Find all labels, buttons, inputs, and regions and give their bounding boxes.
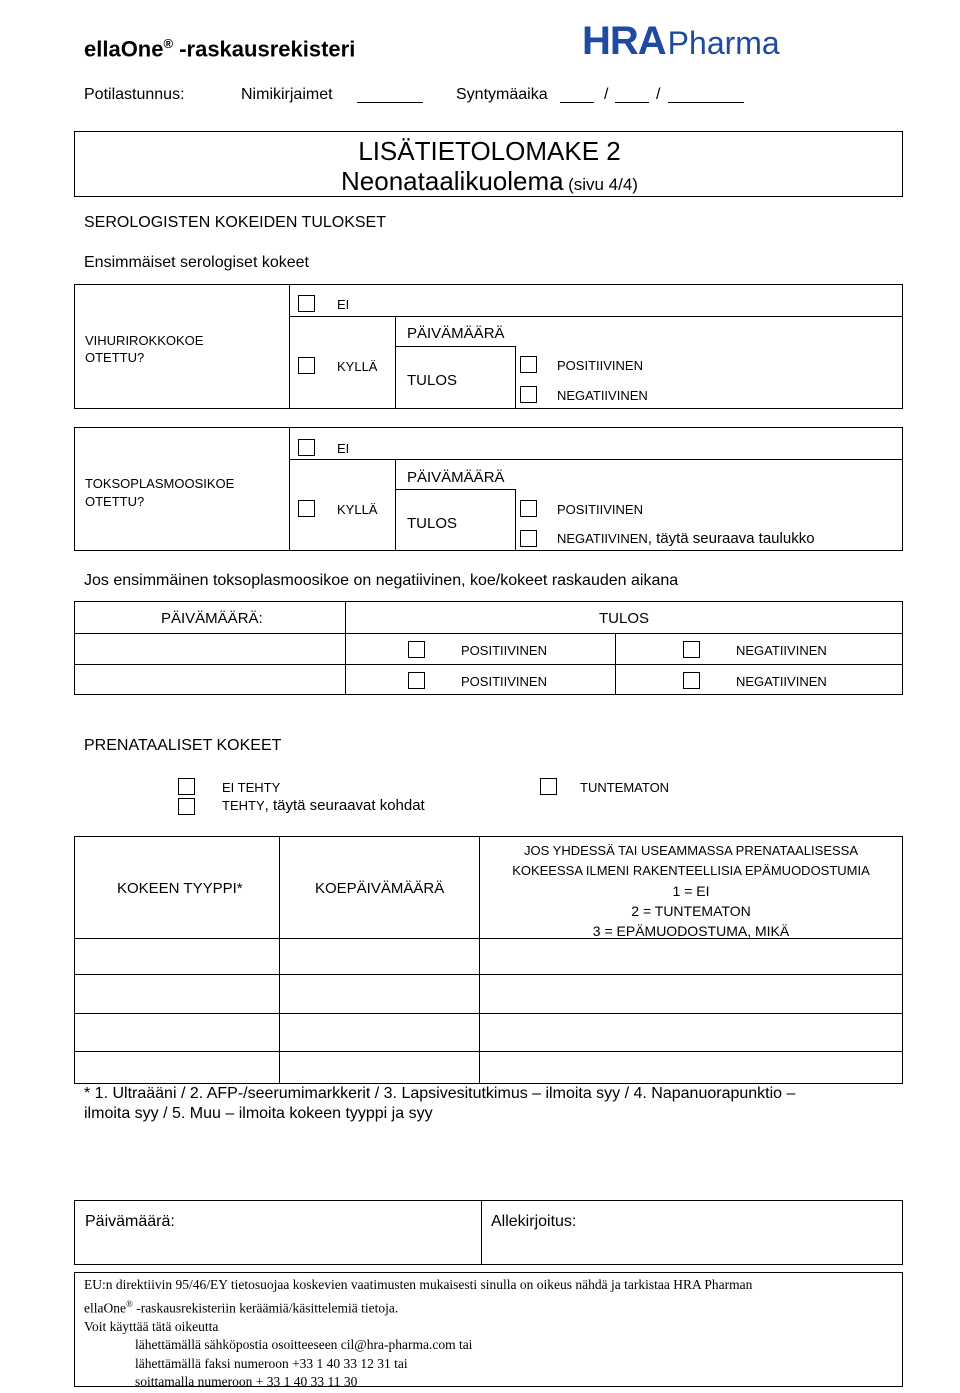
signature-date-label: Päivämäärä: — [85, 1213, 175, 1230]
toxo-positive-label: POSITIIVINEN — [557, 502, 643, 517]
prenatal-done-checkbox[interactable] — [178, 798, 195, 815]
rubella-date-label: PÄIVÄMÄÄRÄ — [407, 325, 505, 342]
form-title-line2-wrap — [75, 166, 904, 197]
privacy-product: ellaOne — [84, 1300, 126, 1315]
dob-year-field[interactable] — [668, 88, 744, 103]
privacy-fax-line: lähettämällä faksi numeroon +33 1 40 33 12 31 tai — [135, 1355, 408, 1371]
form-title-line1: LISÄTIETOLOMAKE 2 — [358, 136, 621, 166]
rubella-positive-label: POSITIIVINEN — [557, 358, 643, 373]
toxo-negative-label: NEGATIIVINEN — [557, 531, 648, 546]
page-indicator: (sivu 4/4) — [568, 175, 638, 194]
prenatal-row-3[interactable] — [76, 1014, 902, 1051]
patient-info-row — [84, 86, 804, 106]
serology-heading: SEROLOGISTEN KOKEIDEN TULOKSET — [84, 214, 386, 231]
rubella-yes-checkbox[interactable] — [298, 357, 315, 374]
rubella-label-1: VIHURIROKKOKOE — [85, 333, 204, 348]
prenatal-row-1[interactable] — [76, 939, 902, 974]
toxo-test-box — [74, 427, 903, 551]
prenatal-done-label-wrap — [222, 797, 425, 815]
privacy-line: EU:n direktiivin 95/46/EY tietosuojaa koskevien vaatimusten mukaisesti sinulla on oikeus nähdä ja tarkistaa HRA Pharman — [84, 1277, 753, 1292]
prenatal-row-2[interactable] — [76, 975, 902, 1013]
dob-label: Syntymäaika — [456, 86, 548, 103]
privacy-notice — [84, 1276, 898, 1392]
registered-mark: ® — [125, 1298, 133, 1309]
toxo-yes-label: KYLLÄ — [337, 502, 378, 517]
followup-positive-label-2: POSITIIVINEN — [461, 674, 547, 689]
followup-date-field-1[interactable] — [76, 634, 344, 663]
rubella-negative-label: NEGATIIVINEN — [557, 388, 648, 403]
toxo-date-label: PÄIVÄMÄÄRÄ — [407, 469, 505, 486]
prenatal-col-result-line: 2 = TUNTEMATON — [631, 903, 751, 919]
rubella-label-2: OTETTU? — [85, 350, 145, 365]
prenatal-footnote-line1: * 1. Ultraääni / 2. AFP-/seerumimarkkerit / 3. Lapsivesitutkimus – ilmoita syy / 4. Napanuorapunktio – — [84, 1085, 796, 1102]
prenatal-col-result-line: KOKEESSA ILMENI RAKENTEELLISIA EPÄMUODOSTUMIA — [512, 863, 870, 878]
followup-positive-checkbox-1[interactable] — [408, 641, 425, 658]
prenatal-col-date: KOEPÄIVÄMÄÄRÄ — [315, 880, 445, 897]
rubella-test-box — [74, 284, 903, 409]
toxo-negative-label-wrap — [557, 530, 815, 548]
signature-box — [74, 1200, 903, 1265]
toxo-negative-note: , täytä seuraava taulukko — [647, 530, 815, 547]
logo-hra: HRA — [582, 19, 666, 63]
followup-positive-checkbox-2[interactable] — [408, 672, 425, 689]
app-title-main: ellaOne — [84, 36, 164, 62]
initials-label: Nimikirjaimet — [241, 86, 333, 103]
serology-subheading: Ensimmäiset serologiset kokeet — [84, 254, 309, 271]
privacy-email-line: lähettämällä sähköpostia osoitteeseen cil@hra-pharma.com tai — [135, 1337, 473, 1352]
followup-date-header: PÄIVÄMÄÄRÄ: — [161, 610, 263, 627]
followup-date-field-2[interactable] — [76, 665, 344, 694]
privacy-line — [84, 1295, 898, 1318]
dob-separator: / — [604, 86, 609, 103]
prenatal-unknown-label: TUNTEMATON — [580, 780, 670, 795]
prenatal-table — [74, 836, 903, 1084]
toxo-date-field[interactable] — [516, 460, 902, 489]
dob-separator: / — [656, 86, 661, 103]
followup-negative-label-2: NEGATIIVINEN — [736, 674, 827, 689]
rubella-positive-checkbox[interactable] — [520, 356, 537, 373]
prenatal-col-result — [480, 841, 902, 941]
company-logo — [582, 18, 822, 64]
prenatal-col-result-line: 3 = EPÄMUODOSTUMA, MIKÄ — [592, 923, 790, 939]
toxo-no-label: EI — [337, 441, 350, 456]
followup-negative-label-1: NEGATIIVINEN — [736, 643, 827, 658]
prenatal-not-done-label: EI TEHTY — [222, 780, 281, 795]
rubella-yes-label: KYLLÄ — [337, 359, 378, 374]
signature-date-field[interactable] — [76, 1237, 480, 1264]
initials-field[interactable] — [357, 88, 423, 103]
followup-negative-checkbox-2[interactable] — [683, 672, 700, 689]
toxo-label-1: TOKSOPLASMOOSIKOE — [85, 476, 235, 491]
prenatal-col-result-line: JOS YHDESSÄ TAI USEAMMASSA PRENATAALISESSA — [523, 843, 858, 858]
followup-result-header: TULOS — [599, 610, 650, 627]
dob-day-field[interactable] — [560, 88, 594, 103]
prenatal-unknown-checkbox[interactable] — [540, 778, 557, 795]
toxo-result-label: TULOS — [407, 515, 458, 532]
logo-pharma: Pharma — [667, 25, 780, 61]
registered-mark: ® — [163, 36, 174, 51]
rubella-date-field[interactable] — [516, 317, 902, 346]
signature-field[interactable] — [482, 1237, 902, 1264]
prenatal-col-type: KOKEEN TYYPPI* — [117, 880, 243, 897]
app-title — [84, 36, 355, 62]
followup-positive-label-1: POSITIIVINEN — [461, 643, 547, 658]
privacy-phone-line: soittamalla numeroon + 33 1 40 33 11 30 — [135, 1374, 358, 1389]
toxo-positive-checkbox[interactable] — [520, 500, 537, 517]
followup-table — [74, 601, 903, 695]
prenatal-footnote-line2: ilmoita syy / 5. Muu – ilmoita kokeen tyyppi ja syy — [84, 1105, 433, 1122]
rubella-no-label: EI — [337, 297, 350, 312]
prenatal-footnote — [84, 1084, 797, 1124]
privacy-notice-box — [74, 1272, 903, 1387]
signature-label: Allekirjoitus: — [491, 1213, 577, 1230]
toxo-negative-checkbox[interactable] — [520, 530, 537, 547]
patient-id-label: Potilastunnus: — [84, 86, 185, 103]
rubella-no-checkbox[interactable] — [298, 295, 315, 312]
toxo-yes-checkbox[interactable] — [298, 500, 315, 517]
form-title-line2: Neonataalikuolema — [341, 166, 564, 196]
rubella-result-label: TULOS — [407, 372, 458, 389]
followup-negative-checkbox-1[interactable] — [683, 641, 700, 658]
toxo-label-2: OTETTU? — [85, 494, 145, 509]
privacy-line: Voit käyttää tätä oikeutta — [84, 1318, 219, 1334]
prenatal-done-label: TEHTY — [222, 798, 265, 813]
rubella-negative-checkbox[interactable] — [520, 386, 537, 403]
prenatal-heading: PRENATAALISET KOKEET — [84, 737, 282, 754]
toxo-no-checkbox[interactable] — [298, 439, 315, 456]
form-title-box — [74, 131, 903, 197]
prenatal-done-note: , täytä seuraavat kohdat — [264, 797, 425, 814]
app-title-rest: -raskausrekisteri — [173, 36, 356, 62]
dob-month-field[interactable] — [615, 88, 649, 103]
followup-intro: Jos ensimmäinen toksoplasmoosikoe on negatiivinen, koe/kokeet raskauden aikana — [84, 572, 679, 589]
prenatal-col-result-line: 1 = EI — [672, 883, 710, 899]
privacy-line2-rest: -raskausrekisteriin keräämiä/käsittelemiä tietoja. — [132, 1300, 399, 1315]
prenatal-not-done-checkbox[interactable] — [178, 778, 195, 795]
